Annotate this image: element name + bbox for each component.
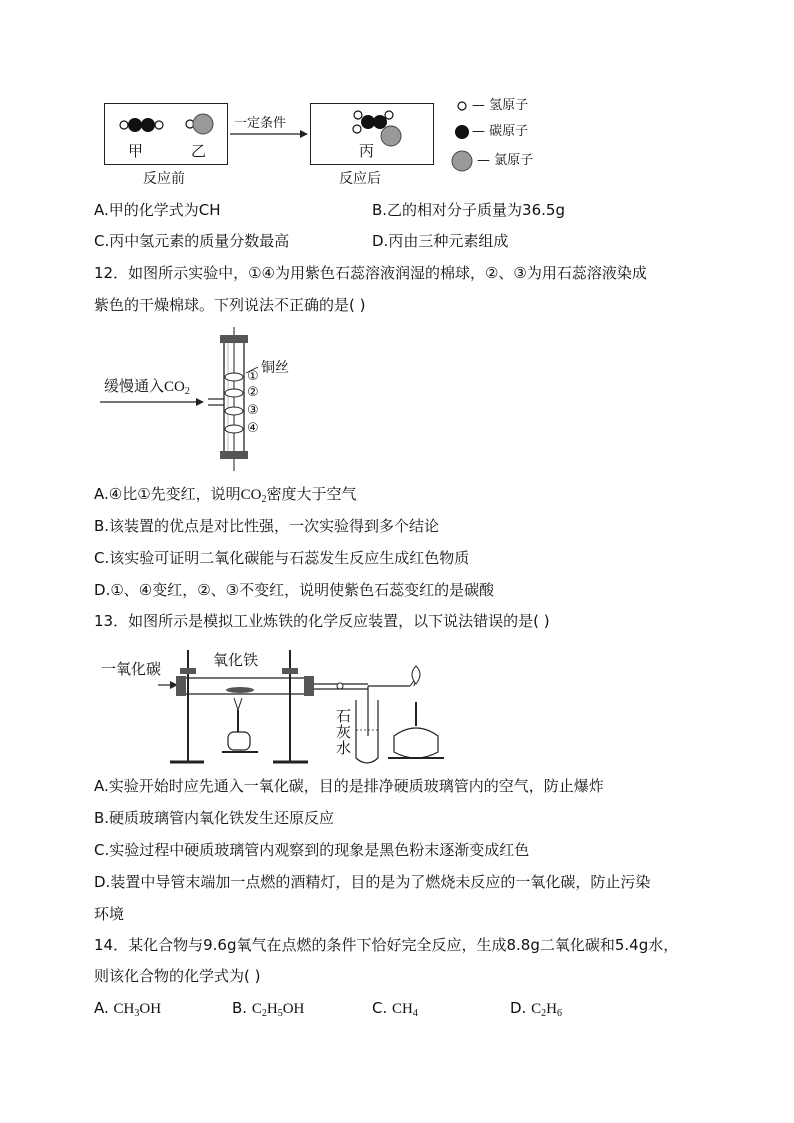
label-jia: 甲 [128,142,144,160]
label-bing: 丙 [359,142,375,160]
legend-carbon: — 碳原子 [472,124,529,139]
q14-option-c: C. $CH_4$ [372,999,418,1019]
iron-oxide-label: 氧化铁 [213,651,259,669]
iron-smelting-apparatus [98,640,448,772]
q14-stem-line2: 则该化合物的化学式为( ) [94,967,261,985]
caption-before: 反应前 [143,171,185,187]
hydrogen-atom [120,121,128,129]
q13-option-d-line1: D.装置中导管末端加一点燃的酒精灯，目的是为了燃烧未反应的一氧化碳，防止污染 [94,873,651,891]
ball-label-1: ① [247,369,259,384]
copper-wire-label: 铜丝 [261,360,289,376]
arrow-condition-label: 一定条件 [234,116,287,131]
carbon-atom [373,115,387,129]
legend-hydrogen: — 氢原子 [472,98,529,113]
q12-stem-line1: 12．如图所示实验中，①④为用紫色石蕊溶液润湿的棉球，②、③为用石蕊溶液染成 [94,264,647,282]
legend-chlorine-icon [450,149,474,173]
hydrogen-atom [385,111,393,119]
ball-label-2: ② [247,385,259,400]
label-yi: 乙 [191,142,207,160]
q12-option-b: B.该装置的优点是对比性强，一次实验得到多个结论 [94,517,440,535]
before-molecules [104,103,228,165]
q12-option-c: C.该实验可证明二氧化碳能与石蕊发生反应生成红色物质 [94,549,470,567]
legend-hydrogen-icon [455,99,469,113]
q12-option-a: A.④比①先变红，说明$CO_2$密度大于空气 [94,485,357,505]
limewater-label-3: 水 [336,739,352,757]
limewater-label-1: 石 [336,707,352,725]
co2-tube-apparatus [98,325,288,475]
co-inlet-label: 一氧化碳 [101,660,162,678]
hydrogen-atom [353,125,361,133]
q13-option-d-line2: 环境 [94,905,125,923]
chlorine-atom [193,114,213,134]
q13-option-a: A.实验开始时应先通入一氧化碳，目的是排净硬质玻璃管内的空气，防止爆炸 [94,777,604,795]
q13-stem: 13．如图所示是模拟工业炼铁的化学反应装置，以下说法错误的是( ) [94,612,550,630]
carbon-atom [128,118,142,132]
chlorine-atom [381,126,401,146]
legend-carbon-icon [453,123,471,141]
carbon-atom [141,118,155,132]
q11-option-d: D.丙由三种元素组成 [372,232,509,250]
q13-option-c: C.实验过程中硬质玻璃管内观察到的现象是黑色粉末逐渐变成红色 [94,841,530,859]
ball-label-4: ④ [247,421,259,436]
q14-option-d: D. $C_2H_6$ [510,999,562,1019]
carbon-atom [361,115,375,129]
q13-option-b: B.硬质玻璃管内氧化铁发生还原反应 [94,809,335,827]
q12-stem-line2: 紫色的干燥棉球。下列说法不正确的是( ) [94,296,366,314]
ball-label-3: ③ [247,403,259,418]
caption-after: 反应后 [339,171,381,187]
co2-inlet-label: 缓慢通入$CO_2$ [104,379,190,397]
q12-option-d: D.①、④变红，②、③不变红，说明使紫色石蕊变红的是碳酸 [94,581,495,599]
q14-option-b: B. $C_2H_5OH$ [232,999,305,1019]
q14-stem-line1: 14．某化合物与9.6g氧气在点燃的条件下恰好完全反应，生成8.8g二氧化碳和5.4g水， [94,936,679,954]
hydrogen-atom [155,121,163,129]
limewater-label-2: 灰 [336,723,352,741]
reaction-arrow [228,128,310,140]
q11-option-b: B.乙的相对分子质量为36.5g [372,201,565,219]
legend-chlorine: — 氯原子 [477,153,534,168]
q11-option-a: A.甲的化学式为CH [94,201,221,219]
q11-option-c: C.丙中氢元素的质量分数最高 [94,232,290,250]
q14-option-a: A. $CH_3OH$ [94,999,162,1019]
hydrogen-atom [354,111,362,119]
